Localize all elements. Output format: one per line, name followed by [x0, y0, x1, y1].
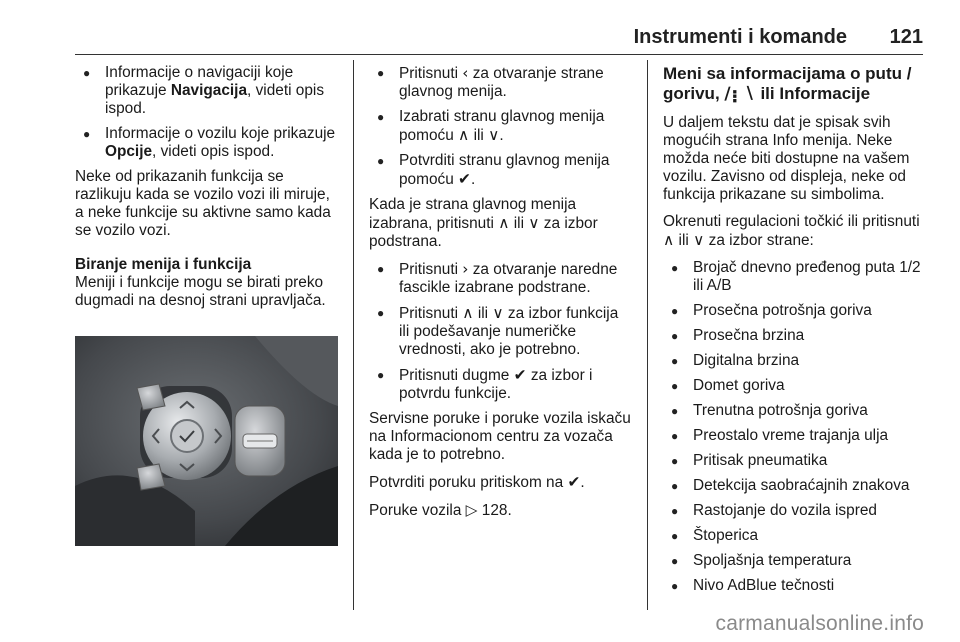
section-heading: Meni sa informacijama o putu / gorivu, ∕⡆∖ ili Informacije — [663, 64, 912, 104]
cross-reference: Poruke vozila ▷ 128. — [369, 501, 512, 519]
page-reference-icon: ▷ — [465, 501, 478, 519]
section-title: Instrumenti i komande — [633, 26, 847, 48]
subheading: Biranje menija i funkcija — [75, 256, 252, 273]
list-item: ● Digitalna brzina — [663, 352, 929, 370]
chevron-down-icon: ∨ — [528, 214, 540, 232]
chevron-right-icon: › — [462, 260, 469, 278]
list-item: ● Potvrditi stranu glavnog menija pomoću ✔. — [369, 152, 631, 189]
keyword-opcije: Opcije — [105, 143, 153, 160]
paragraph: Okrenuti regulacioni točkić ili pritisnuti ∧ ili ∨ za izbor strane: — [663, 213, 920, 249]
list-item: ● Trenutna potrošnja goriva — [663, 402, 929, 420]
paragraph: Neke od prikazanih funkcija se razlikuju kada se vozilo vozi ili miruje, a neke funkcije su aktivne samo kada se vozilo vozi. — [75, 168, 331, 239]
chevron-up-icon: ∧ — [663, 231, 675, 249]
list-item: ● Brojač dnevno pređenog puta 1/2 ili A/B — [663, 259, 929, 295]
chevron-down-icon: ∨ — [488, 126, 500, 144]
list-item: ● Spoljašnja temperatura — [663, 552, 929, 570]
column-3 — [663, 64, 929, 602]
list-item: ● Pritisnuti ∧ ili ∨ za izbor funkcija ili podešavanje numeričke vrednosti, ako je potrebno. — [369, 304, 631, 359]
info-pages-list — [663, 259, 929, 595]
steering-wheel-illustration — [75, 336, 338, 546]
list-item: ● Detekcija saobraćajnih znakova — [663, 477, 929, 495]
chevron-up-icon: ∧ — [462, 304, 474, 322]
page-number: 121 — [889, 26, 923, 48]
keyword-navigacija: Navigacija — [170, 82, 248, 99]
paragraph: Potvrditi poruku pritiskom na ✔. — [369, 473, 585, 491]
paragraph: Meniji i funkcije mogu se birati preko dugmadi na desnoj strani upravljača. — [75, 274, 326, 309]
list-item: ● Izabrati stranu glavnog menija pomoću ∧ ili ∨. — [369, 108, 631, 145]
watermark: carmanualsonline.info — [715, 612, 924, 635]
chevron-left-icon: ‹ — [462, 64, 469, 82]
list-item: ● Pritisnuti › za otvaranje naredne fascikle izabrane podstrane. — [369, 260, 631, 297]
chevron-up-icon: ∧ — [498, 214, 510, 232]
list-item: ● Domet goriva — [663, 377, 929, 395]
list-item: ● Preostalo vreme trajanja ulja — [663, 427, 929, 445]
checkmark-icon: ✔ — [458, 170, 471, 188]
steering-wheel-controls-photo — [75, 336, 338, 546]
list-item: ● Rastojanje do vozila ispred — [663, 502, 929, 520]
list-item: ● Pritisnuti ‹ za otvaranje strane glavnog menija. — [369, 64, 631, 101]
list-item: ● Informacije o navigaciji koje prikazuje Navigacija, videti opis ispod. — [75, 64, 341, 118]
list-item: ● Štoperica — [663, 527, 929, 545]
list-item: ● Pritisak pneumatika — [663, 452, 929, 470]
header-rule — [75, 54, 923, 55]
chevron-down-icon: ∨ — [492, 304, 504, 322]
chevron-down-icon: ∨ — [693, 231, 705, 249]
list-item: ● Prosečna brzina — [663, 327, 929, 345]
page-header — [75, 26, 923, 54]
list-item: ● Prosečna potrošnja goriva — [663, 302, 929, 320]
trip-fuel-icon: ∕⡆∖ — [724, 84, 756, 104]
column-1 — [75, 64, 341, 319]
column-divider-1 — [353, 60, 354, 610]
column-divider-2 — [647, 60, 648, 610]
list-item: ● Informacije o vozilu koje prikazuje Opcije, videti opis ispod. — [75, 125, 341, 161]
chevron-up-icon: ∧ — [458, 126, 470, 144]
paragraph: Kada je strana glavnog menija izabrana, pritisnuti ∧ ili ∨ za izbor podstrana. — [369, 196, 598, 250]
paragraph: U daljem tekstu dat je spisak svih mogućih strana Info menija. Neke možda neće biti dostupne na vašem vozilu. Zavisno od displeja, neke od funkcija prikazane su simbolima. — [663, 114, 910, 203]
list-item: ● Pritisnuti dugme ✔ za izbor i potvrdu funkcije. — [369, 366, 631, 403]
paragraph: Servisne poruke i poruke vozila iskaču na Informacionom centru za vozača kada je to potrebno. — [369, 410, 631, 463]
checkmark-icon: ✔ — [513, 366, 527, 384]
column-2 — [369, 64, 631, 529]
list-item: ● Nivo AdBlue tečnosti — [663, 577, 929, 595]
checkmark-icon: ✔ — [567, 473, 581, 491]
